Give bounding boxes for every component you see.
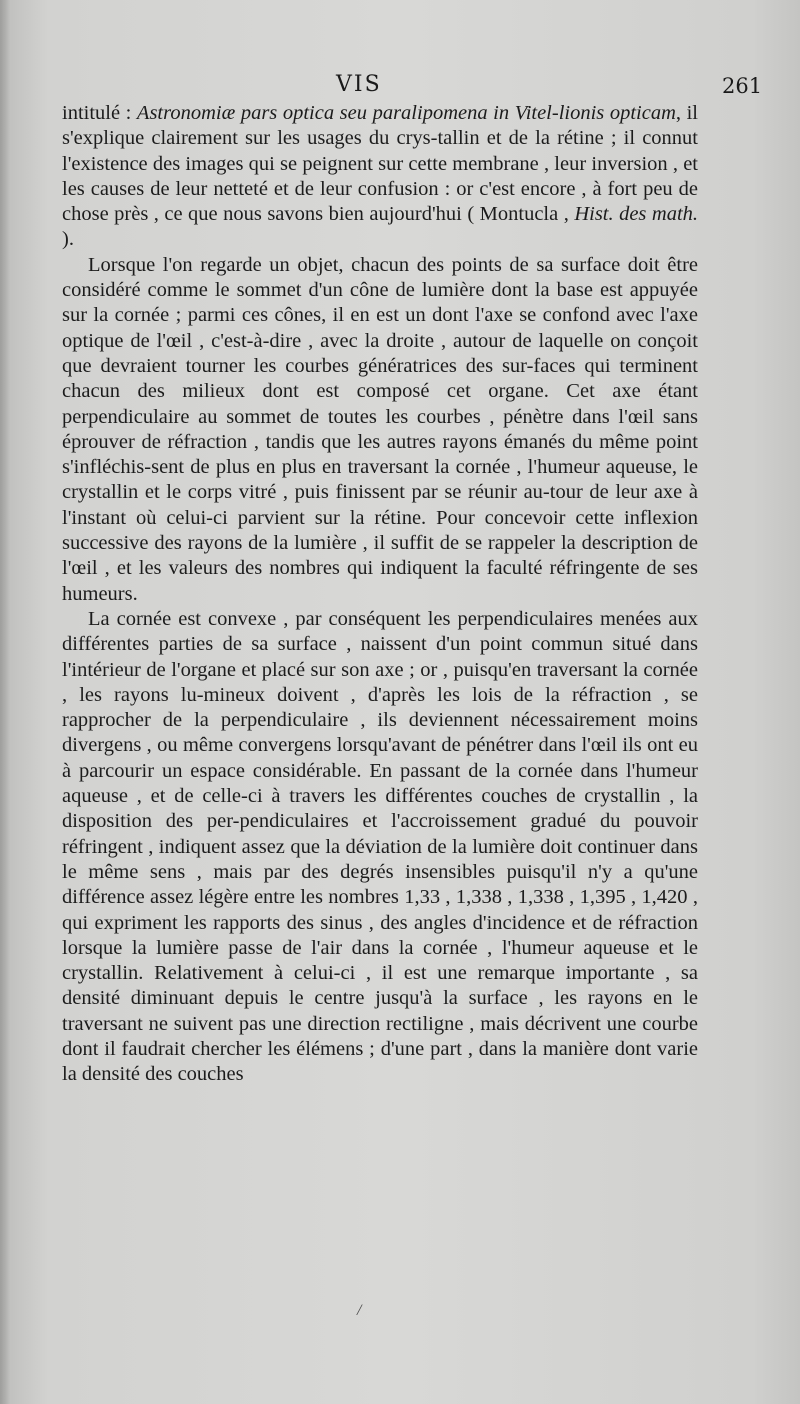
paragraph-1 bbox=[62, 101, 698, 253]
body-text bbox=[62, 101, 698, 1088]
text-run: Lorsque l'on regarde un objet, chacun des points de sa surface doit être considéré comme le sommet d'un cône de lumière dont la base est appuyée sur la cornée ; parmi ces cônes, il en est un dont l'axe se confond avec l'axe optique de l'œil , c'est-à-dire , avec la droite , autour de laquelle on conçoit que devraient tourner les courbes génératrices des sur-faces qui terminent chacun des milieux dont est composé cet organe. Cet axe étant perpendiculaire au sommet de toutes les courbes , pénètre dans l'œil sans éprouver de réfraction , tandis que les autres rayons émanés du même point s'infléchis-sent de plus en plus en traversant la cornée , l'humeur aqueuse, le crystallin et le corps vitré , puis finissent par se réunir au-tour de leur axe à l'instant où celui-ci parvient sur la rétine. Pour concevoir cette inflexion successive des rayons de la lumière , il suffit de se rappeler la description de l'œil , et les valeurs des nombres qui indiquent la faculté réfringente de ses humeurs. bbox=[62, 253, 698, 605]
citation-italic: Hist. des math. bbox=[574, 203, 699, 226]
paragraph-3 bbox=[62, 607, 698, 1088]
paragraph-2 bbox=[62, 253, 698, 607]
book-title-italic: Astronomiæ pars optica seu paralipomena in Vitel-lionis opticam bbox=[136, 102, 676, 124]
text-run: intitulé : bbox=[62, 102, 137, 124]
text-run: , il s'explique clairement sur les usages du crys-tallin et de la rétine ; il connut l'existence des images qui se peignent sur cette membrane , leur inversion , et les causes de leur netteté et de leur confusion : or c'est encore , à fort peu de chose près , ce que nous savons bien aujourd'hui ( Montucla , bbox=[62, 102, 698, 226]
text-run: ). bbox=[62, 228, 74, 251]
running-head-title: VIS bbox=[336, 72, 382, 97]
binding-shadow bbox=[0, 0, 10, 1404]
running-head bbox=[0, 72, 800, 102]
stray-ink-mark: / bbox=[357, 1302, 362, 1319]
text-run: La cornée est convexe , par conséquent les perpendiculaires menées aux différentes parties de sa surface , naissent d'un point commun situé dans l'intérieur de l'organe et placé sur son axe ; or , puisqu'en traversant la cornée , les rayons lu-mineux doivent , d'après les lois de la réfraction , se rapprocher de la perpendiculaire , ils deviennent nécessairement moins divergens , ou même convergens lorsqu'avant de pénétrer dans l'œil ils ont eu à parcourir un espace considérable. En passant de la cornée dans l'humeur aqueuse , et de celle-ci à travers les différentes couches de crystallin , la disposition des per-pendiculaires et l'accroissement gradué du pouvoir réfringent , indiquent assez que la déviation de la lumière doit continuer dans le même sens , mais par des degrés insensibles puisqu'il n'y a qu'une différence assez légère entre les nombres 1,33 , 1,338 , 1,338 , 1,395 , 1,420 , qui expriment les rapports des sinus , des angles d'incidence et de réfraction lorsque la lumière passe de l'air dans la cornée , l'humeur aqueuse et le crystallin. Relativement à celui-ci , il est une remarque importante , sa densité diminuant depuis le centre jusqu'à la surface , les rayons en le traversant ne suivent pas une direction rectiligne , mais décrivent une courbe dont il faudrait chercher les élémens ; d'une part , dans la manière dont varie la densité des couches bbox=[62, 607, 698, 1086]
page-number: 261 bbox=[722, 74, 763, 98]
